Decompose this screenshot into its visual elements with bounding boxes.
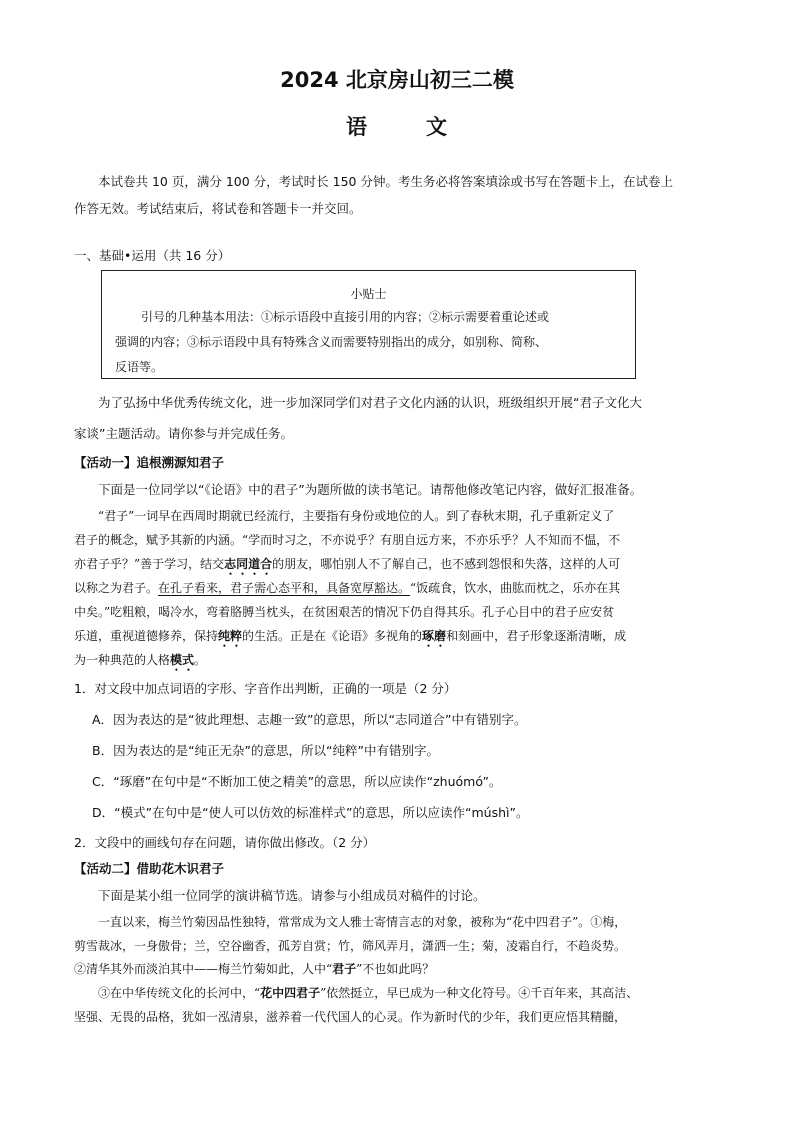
tip-line-3: 反语等。 <box>115 360 164 374</box>
activity2-para-line-1: 一直以来，梅兰竹菊因品性独特，常常成为文人雅士寄情言志的对象，被称为“花中四君子”。①梅， <box>98 915 627 929</box>
dotted-word-zhitongdaohe: 志同道合 <box>224 557 273 571</box>
question-1-option-d: D．“模式”在句中是“使人可以仿效的标准样式”的意思，所以应读作“múshì”。 <box>92 805 529 820</box>
activity1-heading: 【活动一】追根溯源知君子 <box>74 455 225 470</box>
activity1-para-line-5: 中矣。”吃粗粮，喝冷水，弯着胳膊当枕头，在贫困艰苦的情况下仍自得其乐。孔子心目中的君子应安贫 <box>74 605 615 619</box>
section1-heading: 一、基础•运用（共 16 分） <box>74 248 231 263</box>
activity1-para-line-1: “君子”一词早在西周时期就已经流行，主要指有身份或地位的人。到了春秋末期，孔子重新定义了 <box>98 509 615 523</box>
subject-title <box>0 111 794 141</box>
tip-box <box>101 270 636 379</box>
activity1-para-line-6: 乐道，重视道德修养，保持纯粹的生活。正是在《论语》多视角的琢磨和刻画中，君子形象逐渐清晰，成 <box>74 629 627 643</box>
activity-intro-line-2: 家谈”主题活动。请你参与并完成任务。 <box>74 426 293 441</box>
tip-line-1: 引号的几种基本用法：①标示语段中直接引用的内容；②标示需要着重论述或 <box>141 310 550 324</box>
activity2-para-line-5: 坚强、无畏的品格，犹如一泓清泉，滋养着一代代国人的心灵。作为新时代的少年，我们更应悟其精髓， <box>74 1010 627 1024</box>
bold-phrase-huazhongsijunzi: 花中四君子 <box>260 986 321 1000</box>
question-1-option-b: B．因为表达的是“纯正无杂”的意思，所以“纯粹”中有错别字。 <box>92 743 439 758</box>
tip-line-2: 强调的内容；③标示语段中具有特殊含义而需要特别指出的成分，如别称、简称、 <box>115 335 548 349</box>
activity-intro-line-1: 为了弘扬中华优秀传统文化，进一步加深同学们对君子文化内涵的认识，班级组织开展“君子文化大 <box>98 395 642 410</box>
activity1-para-line-2: 君子的概念，赋予其新的内涵。“学而时习之，不亦说乎？有朋自远方来，不亦乐乎？人不知而不愠，不 <box>74 533 621 547</box>
activity2-para-line-2: 剪雪裁冰，一身傲骨；兰，空谷幽香，孤芳自赏；竹，筛风弄月，潇洒一生；菊，凌霜自行，不趋炎势。 <box>74 939 627 953</box>
bold-word-junzi: 君子 <box>332 962 357 976</box>
question-1-stem: 1．对文段中加点词语的字形、字音作出判断，正确的一项是（2 分） <box>74 681 457 696</box>
activity2-para-line-3: ②清华其外而淡泊其中——梅兰竹菊如此，人中“君子”不也如此吗？ <box>74 962 435 976</box>
question-1-option-c: C．“琢磨”在句中是“不断加工使之精美”的意思，所以应读作“zhuómó”。 <box>92 774 502 789</box>
underlined-sentence: 在孔子看来，君子需心态平和，具备宽厚豁达。 <box>158 581 411 595</box>
intro-line-2: 作答无效。考试结束后，将试卷和答题卡一并交回。 <box>74 201 362 216</box>
dotted-word-chuncui: 纯粹 <box>218 629 243 643</box>
exam-title: 2024 北京房山初三二模 <box>280 68 514 92</box>
dotted-word-moshi: 模式 <box>170 653 195 667</box>
activity1-desc: 下面是一位同学以“《论语》中的君子”为题所做的读书笔记。请帮他修改笔记内容，做好汇报准备。 <box>98 482 643 497</box>
tip-title: 小贴士 <box>350 287 387 301</box>
activity1-para-line-4: 以称之为君子。在孔子看来，君子需心态平和，具备宽厚豁达。“饭疏食，饮水，曲肱而枕之，乐亦在其 <box>74 581 621 595</box>
subject-char-1: 语 <box>346 115 368 139</box>
dotted-word-zhuomo: 琢磨 <box>422 629 447 643</box>
activity1-para-line-3: 亦君子乎？”善于学习，结交志同道合的朋友，哪怕别人不了解自己，也不感到怨恨和失落，这样的人可 <box>74 557 621 571</box>
activity2-desc: 下面是某小组一位同学的演讲稿节选。请参与小组成员对稿件的讨论。 <box>98 888 486 903</box>
intro-line-1: 本试卷共 10 页，满分 100 分，考试时长 150 分钟。考生务必将答案填涂或书写在答题卡上，在试卷上 <box>98 174 673 189</box>
question-2-stem: 2．文段中的画线句存在问题，请你做出修改。（2 分） <box>74 835 376 850</box>
subject-char-2: 文 <box>426 115 448 139</box>
activity1-para-line-7: 为一种典范的人格模式。 <box>74 653 207 667</box>
activity2-para-line-4: ③在中华传统文化的长河中，“花中四君子”依然挺立，早已成为一种文化符号。④千百年来，其高洁、 <box>98 986 639 1000</box>
question-1-option-a: A．因为表达的是“彼此理想、志趣一致”的意思，所以“志同道合”中有错别字。 <box>92 712 527 727</box>
activity2-heading: 【活动二】借助花木识君子 <box>74 861 225 876</box>
